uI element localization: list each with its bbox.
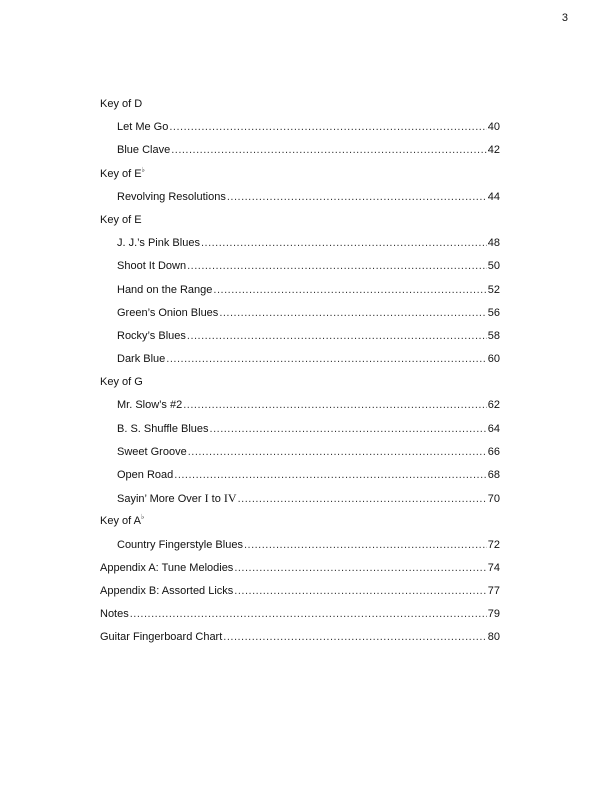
dot-leader: [244, 537, 487, 553]
dot-leader: [187, 328, 487, 344]
toc-entry-title: Dark Blue: [117, 353, 166, 366]
toc-entry-let-me-go[interactable]: [100, 119, 500, 142]
toc-entry-title: Hand on the Range: [117, 283, 213, 296]
chord-numeral: IV: [223, 491, 237, 506]
toc-entry-page: 48: [487, 237, 500, 250]
flat-symbol: ♭: [140, 514, 145, 522]
dot-leader: [174, 467, 486, 483]
chord-numeral: I: [204, 491, 209, 506]
section-heading-label: Key of E♭: [100, 166, 145, 180]
toc-entry-title: Sayin’ More Over I to IV: [117, 491, 237, 506]
toc-entry-title: Guitar Fingerboard Chart: [100, 631, 223, 644]
toc-entry-title: Appendix B: Assorted Licks: [100, 584, 234, 597]
toc-entry-page: 79: [487, 608, 500, 621]
toc-entry-dark-blue[interactable]: [100, 351, 500, 374]
toc-entry-open-road[interactable]: [100, 467, 500, 490]
toc-entry-page: 72: [487, 538, 500, 551]
toc-entry-page: 70: [487, 493, 500, 506]
toc-entry-hand-on-the-range[interactable]: [100, 282, 500, 305]
dot-leader: [130, 606, 487, 622]
toc-entry-title: Mr. Slow’s #2: [117, 399, 183, 412]
dot-leader: [210, 421, 487, 437]
toc-entry-page: 42: [487, 144, 500, 157]
section-heading-label: Key of D: [100, 98, 143, 110]
toc-entry-page: 74: [487, 561, 500, 574]
dot-leader: [187, 258, 487, 274]
toc-entry-title: Country Fingerstyle Blues: [117, 538, 243, 551]
toc-entry-page: 62: [487, 399, 500, 412]
toc-entry-revolving-resolutions[interactable]: [100, 189, 500, 212]
toc-entry-bs-shuffle-blues[interactable]: [100, 421, 500, 444]
toc-entry-title: Blue Clave: [117, 144, 171, 157]
dot-leader: [166, 351, 486, 367]
dot-leader: [188, 444, 487, 460]
toc-entry-title: B. S. Shuffle Blues: [117, 422, 209, 435]
toc-entry-sweet-groove[interactable]: [100, 444, 500, 467]
dot-leader: [213, 282, 486, 298]
dot-leader: [227, 189, 487, 205]
toc-entry-page: 56: [487, 306, 500, 319]
toc-entry-title: Appendix A: Tune Melodies: [100, 561, 234, 574]
dot-leader: [234, 560, 486, 576]
section-heading-label: Key of G: [100, 376, 143, 389]
toc-entry-page: 58: [487, 329, 500, 342]
dot-leader: [169, 119, 486, 135]
toc-entry-page: 64: [487, 422, 500, 435]
toc-entry-title: Rocky’s Blues: [117, 329, 186, 342]
section-heading-key-of-d[interactable]: [100, 96, 500, 119]
toc-entry-mr-slows-2[interactable]: [100, 397, 500, 420]
dot-leader: [171, 142, 487, 158]
toc-entry-rockys-blues[interactable]: [100, 328, 500, 351]
toc-entry-page: 68: [487, 469, 500, 481]
toc-entry-title: J. J.’s Pink Blues: [117, 237, 200, 250]
toc-entry-blue-clave[interactable]: [100, 142, 500, 165]
toc-entry-sayin-more-over[interactable]: [100, 490, 500, 513]
toc-entry-notes[interactable]: [100, 606, 500, 629]
toc-entry-greens-onion-blues[interactable]: [100, 305, 500, 328]
toc-entry-shoot-it-down[interactable]: [100, 258, 500, 281]
toc-entry-page: 50: [487, 260, 500, 273]
section-heading-label: Key of E: [100, 213, 142, 226]
dot-leader: [238, 491, 487, 507]
section-heading-key-of-e[interactable]: [100, 212, 500, 235]
toc-entry-page: 60: [487, 353, 500, 366]
toc-entry-page: 77: [487, 584, 500, 597]
toc-entry-title: Sweet Groove: [117, 445, 187, 458]
toc-entry-page: 44: [487, 190, 500, 203]
toc-entry-appendix-b[interactable]: [100, 583, 500, 606]
toc-entry-title: Open Road: [117, 469, 174, 481]
toc-entry-title: Shoot It Down: [117, 260, 187, 273]
toc-entry-title: Let Me Go: [117, 121, 169, 134]
section-heading-key-of-a-flat[interactable]: [100, 513, 500, 536]
toc-entry-appendix-a[interactable]: [100, 560, 500, 583]
page-number: 3: [561, 12, 568, 24]
dot-leader: [219, 305, 486, 321]
dot-leader: [223, 629, 486, 645]
dot-leader: [201, 235, 487, 251]
toc-entry-page: 40: [487, 121, 500, 134]
toc-entry-title: Revolving Resolutions: [117, 190, 226, 203]
table-of-contents: [100, 96, 500, 653]
toc-entry-guitar-fingerboard-chart[interactable]: [100, 629, 500, 652]
toc-entry-page: 52: [487, 283, 500, 296]
section-heading-key-of-g[interactable]: [100, 374, 500, 397]
toc-entry-title: Notes: [100, 608, 129, 621]
flat-symbol: ♭: [141, 166, 145, 174]
section-heading-label: Key of A♭: [100, 514, 145, 528]
section-heading-key-of-e-flat[interactable]: [100, 166, 500, 189]
toc-entry-jj-pink-blues[interactable]: [100, 235, 500, 258]
toc-entry-title: Green’s Onion Blues: [117, 306, 219, 319]
dot-leader: [183, 397, 487, 413]
toc-entry-country-fingerstyle-blues[interactable]: [100, 537, 500, 560]
toc-entry-page: 80: [487, 631, 500, 644]
toc-entry-page: 66: [487, 445, 500, 458]
dot-leader: [234, 583, 486, 599]
